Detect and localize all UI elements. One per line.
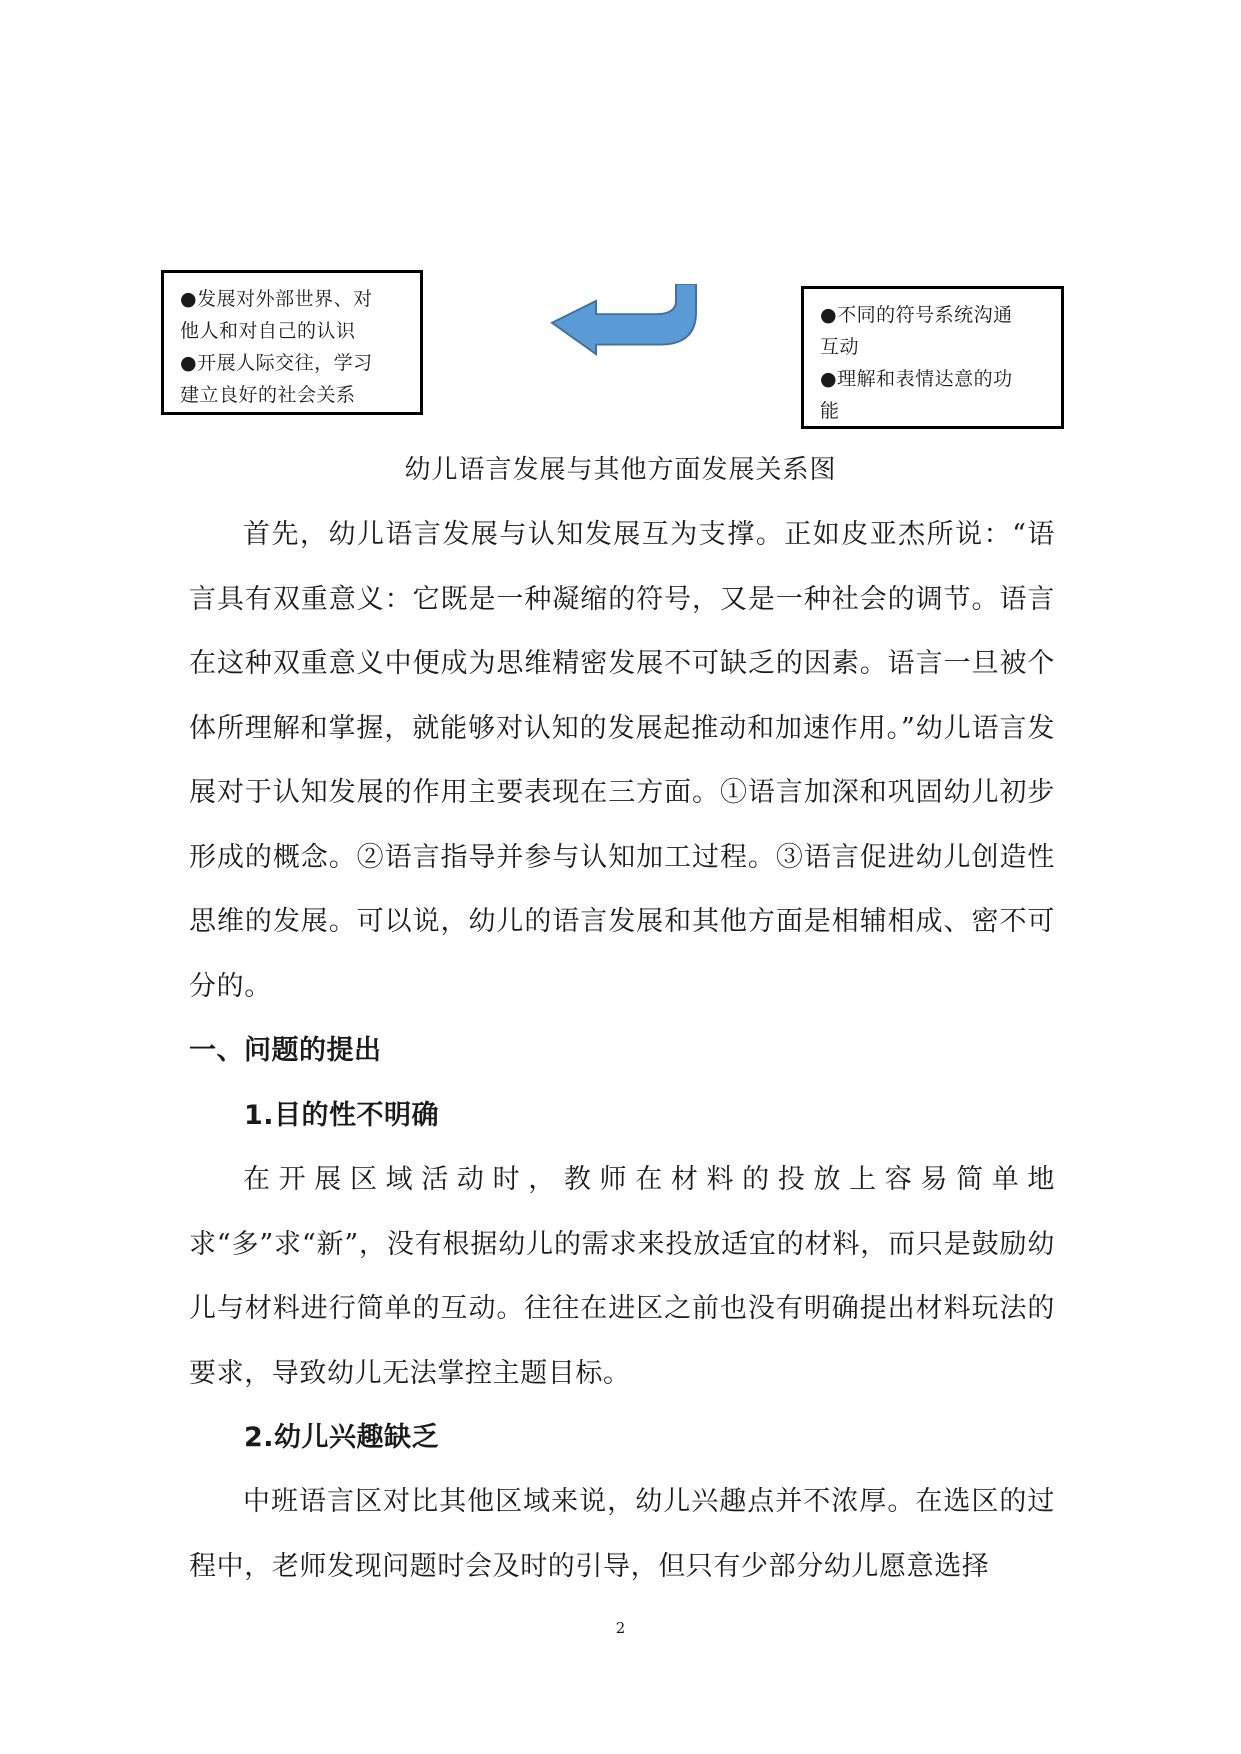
- paragraph-text: 中班语言区对比其他区域来说，幼儿兴趣点并不浓厚。在选区的过程中，老师发现问题时会及时的引导，但只有少部分幼儿愿意选择: [189, 1486, 1055, 1582]
- subsection-heading-purpose: 1.目的性不明确: [244, 1100, 440, 1131]
- u-turn-arrow-icon: [548, 284, 708, 356]
- subsection-heading-interest: 2.幼儿兴趣缺乏: [244, 1422, 440, 1453]
- paragraph-cognition: [189, 503, 1055, 1019]
- box-line: ●不同的符号系统沟通: [820, 304, 1013, 326]
- arrow-shape: [552, 284, 696, 354]
- figure-caption: 幼儿语言发展与其他方面发展关系图: [404, 455, 837, 485]
- paragraph-interest: [189, 1470, 1055, 1599]
- box-line: ●理解和表情达意的功: [820, 368, 1013, 390]
- page-number: 2: [615, 1619, 626, 1637]
- diagram-box-symbol: [801, 286, 1064, 429]
- box-line: 建立良好的社会关系: [180, 384, 356, 406]
- paragraph-purpose: [189, 1148, 1055, 1406]
- section-heading: 一、问题的提出: [189, 1035, 382, 1066]
- box-line: 互动: [820, 336, 860, 358]
- box-line: ●开展人际交往，学习: [180, 352, 373, 374]
- box-line: ●发展对外部世界、对: [180, 288, 373, 310]
- diagram-box-social: [161, 270, 423, 415]
- paragraph-text: 首先，幼儿语言发展与认知发展互为支撑。正如皮亚杰所说：“语言具有双重意义：它既是一种凝缩的符号，又是一种社会的调节。语言在这种双重意义中便成为思维精密发展不可缺乏的因素。语言一旦被个体所理解和掌握，就能够对认知的发展起推动和加速作用。”幼儿语言发展对于认知发展的作用主要表现在三方面。①语言加深和巩固幼儿初步形成的概念。②语言指导并参与认知加工过程。③语言促进幼儿创造性思维的发展。可以说，幼儿的语言发展和其他方面是相辅相成、密不可分的。: [189, 519, 1055, 1002]
- box-line: 能: [820, 400, 840, 422]
- paragraph-text: 在开展区域活动时，教师在材料的投放上容易简单地求“多”求“新”，没有根据幼儿的需求来投放适宜的材料，而只是鼓励幼儿与材料进行简单的互动。往往在进区之前也没有明确提出材料玩法的要求，导致幼儿无法掌控主题目标。: [189, 1164, 1055, 1389]
- box-line: 他人和对自己的认识: [180, 320, 356, 342]
